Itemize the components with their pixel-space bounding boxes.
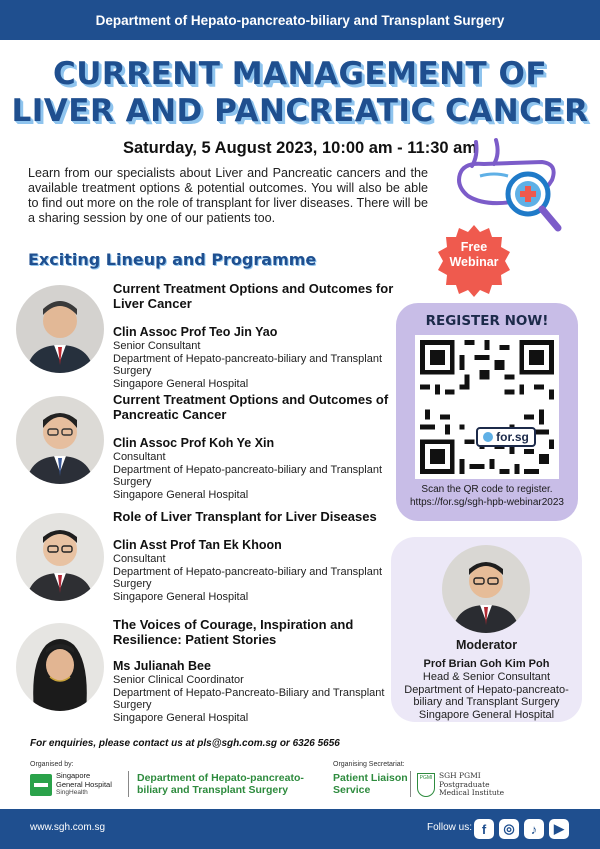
talk-title: The Voices of Courage, Inspiration and Resilience: Patient Stories	[113, 617, 354, 647]
moderator-hospital: Singapore General Hospital	[418, 708, 555, 721]
sgh-line2: General Hospital	[56, 779, 112, 789]
moderator-details	[399, 671, 574, 721]
registration-qr-code[interactable]	[415, 335, 559, 479]
speaker-card	[16, 617, 396, 722]
speaker-dept: Department of Hepato-pancreato-biliary and Transplant Surgery	[113, 565, 383, 590]
organiser-dept-line2: biliary and Transplant Surgery	[137, 784, 289, 796]
register-instructions	[396, 484, 578, 509]
badge-line1: Free	[460, 240, 488, 254]
moderator-name: Prof Brian Goh Kim Poh	[423, 658, 550, 670]
speaker-card	[16, 392, 396, 502]
department-banner	[0, 0, 600, 40]
speaker-role: Consultant	[113, 553, 166, 565]
speaker-hospital: Singapore General Hospital	[113, 590, 249, 603]
talk-title: Role of Liver Transplant for Liver Diseases	[113, 509, 377, 524]
qr-label	[476, 427, 536, 447]
moderator-title: Moderator	[455, 638, 518, 652]
pgmi-crest-icon	[417, 773, 435, 797]
website-link[interactable]: www.sgh.com.sg	[30, 822, 106, 833]
pgmi-line3: Medical Institute	[439, 788, 505, 798]
moderator-panel	[391, 537, 582, 722]
divider	[128, 771, 129, 797]
event-intro: Learn from our specialists about Liver and Pancreatic cancers and the available treatment options & potential outcomes. You will also be able to find out more on the role of transplant for liver diseases. There will be a sharing session by one of our patients too.	[28, 166, 428, 225]
sgh-logo-text	[56, 772, 112, 798]
sgh-line3: SingHealth	[56, 789, 88, 797]
pgmi-crest-text: PGMI	[419, 775, 433, 781]
speaker-photo	[16, 623, 104, 711]
speaker-photo	[16, 285, 104, 373]
pgmi-line2: Postgraduate	[439, 779, 490, 789]
event-title-line2: LIVER AND PANCREATIC CANCER	[11, 93, 589, 129]
speaker-details	[113, 451, 398, 501]
tiktok-icon[interactable]: ♪	[524, 819, 544, 839]
badge-line2: Webinar	[449, 255, 499, 269]
pgmi-logo	[417, 770, 504, 800]
organiser-department	[137, 772, 304, 796]
department-title: Department of Hepato-pancreato-biliary and Transplant Surgery	[95, 12, 505, 28]
moderator-role: Head & Senior Consultant	[422, 671, 551, 683]
speaker-photo	[16, 396, 104, 484]
speaker-role: Senior Consultant	[113, 340, 201, 352]
sgh-logo-icon	[30, 774, 52, 796]
speaker-name: Clin Asst Prof Tan Ek Khoon	[113, 538, 282, 552]
register-heading: REGISTER NOW!	[425, 313, 549, 329]
talk-title: Current Treatment Options and Outcomes of Pancreatic Cancer	[113, 392, 389, 422]
speaker-photo	[16, 513, 104, 601]
follow-us-label: Follow us:	[427, 822, 473, 833]
for-sg-logo-icon	[483, 432, 493, 442]
speaker-details	[113, 553, 398, 603]
pgmi-line1: SGH PGMI	[439, 771, 481, 781]
lineup-heading: Exciting Lineup and Programme	[28, 250, 317, 269]
speaker-hospital: Singapore General Hospital	[113, 377, 249, 390]
youtube-icon[interactable]: ▶	[549, 819, 569, 839]
speaker-name: Clin Assoc Prof Koh Ye Xin	[113, 436, 275, 450]
free-webinar-text	[437, 240, 511, 270]
speaker-details	[113, 674, 398, 724]
organiser-dept-line1: Department of Hepato-pancreato-	[137, 772, 304, 784]
speaker-details	[113, 340, 398, 390]
speaker-dept: Department of Hepato-Pancreato-Biliary and Transplant Surgery	[113, 686, 385, 711]
talk-title: Current Treatment Options and Outcomes for Liver Cancer	[113, 281, 394, 311]
facebook-icon[interactable]: f	[474, 819, 494, 839]
event-title-line1: CURRENT MANAGEMENT OF	[52, 56, 548, 92]
divider	[410, 771, 411, 797]
pls-line2: Service	[333, 784, 371, 796]
event-datetime: Saturday, 5 August 2023, 10:00 am - 11:30 am	[122, 139, 477, 157]
footer-bar	[0, 809, 600, 849]
event-title	[0, 56, 600, 130]
patient-liaison-service	[333, 772, 408, 796]
register-panel	[396, 303, 578, 521]
speaker-card	[16, 281, 396, 391]
pls-line1: Patient Liaison	[333, 772, 408, 784]
moderator-dept: Department of Hepato-pancreato-biliary and Transplant Surgery	[404, 683, 569, 708]
instagram-icon[interactable]: ◎	[499, 819, 519, 839]
sgh-logo	[30, 770, 130, 800]
secretariat-label: Organising Secretariat:	[333, 761, 405, 768]
speaker-role: Consultant	[113, 451, 166, 463]
liver-magnifier-icon	[454, 136, 576, 238]
sgh-line1: Singapore	[56, 771, 91, 781]
scan-text: Scan the QR code to register.	[421, 484, 553, 495]
speaker-role: Senior Clinical Coordinator	[113, 674, 244, 686]
speaker-dept: Department of Hepato-pancreato-biliary and Transplant Surgery	[113, 352, 383, 377]
speaker-name: Ms Julianah Bee	[113, 659, 211, 673]
speaker-hospital: Singapore General Hospital	[113, 488, 249, 501]
register-url[interactable]: https://for.sg/sgh-hpb-webinar2023	[410, 496, 564, 508]
organised-by-label: Organised by:	[30, 761, 74, 768]
qr-label-text: for.sg	[496, 430, 529, 444]
moderator-photo	[442, 545, 530, 633]
speaker-card	[16, 509, 396, 609]
speaker-dept: Department of Hepato-pancreato-biliary and Transplant Surgery	[113, 463, 383, 488]
speaker-name: Clin Assoc Prof Teo Jin Yao	[113, 325, 278, 339]
speaker-hospital: Singapore General Hospital	[113, 711, 249, 724]
pgmi-text	[439, 772, 504, 798]
enquiry-contact: For enquiries, please contact us at pls@sgh.com.sg or 6326 5656	[30, 738, 340, 749]
